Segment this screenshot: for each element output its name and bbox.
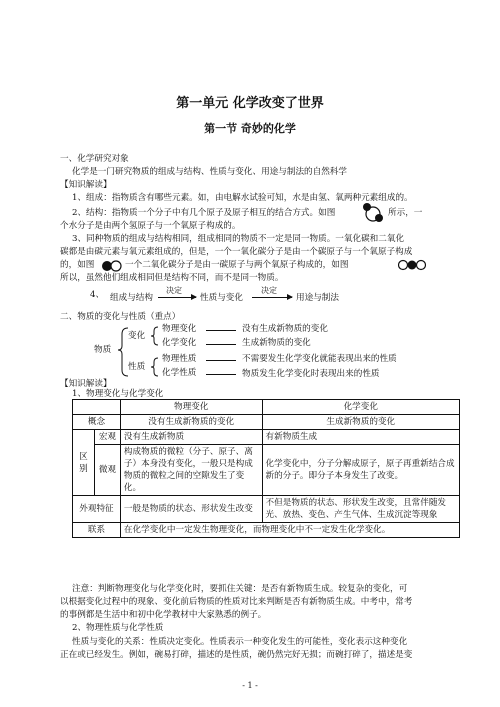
row-label-macro: 宏观	[94, 430, 120, 445]
tree-physical-property: 物理性质	[162, 354, 197, 364]
tree-physical-change-desc: 没有生成新物质的变化	[242, 324, 328, 334]
section-title: 第一节 奇妙的化学	[204, 122, 296, 135]
section1-heading: 一、化学研究对象	[60, 154, 129, 164]
table-row	[73, 445, 460, 496]
tree-property: 性质	[128, 362, 146, 372]
table-row	[73, 400, 460, 415]
tree-line-4	[206, 374, 236, 375]
para-structure-b: 所示，一	[388, 208, 423, 218]
page-number: - 1 -	[242, 681, 258, 690]
table-row	[73, 496, 460, 523]
flow-arrow-2	[252, 297, 292, 298]
subheading-properties: 2、物理性质与化学性质	[72, 623, 164, 633]
appearance-chemical: 不但是物质的状态、形状发生改变，且常伴随发光、放热、变色、产生气体、生成沉淀等现象	[262, 496, 459, 523]
para-same-composition-c: 的，如图	[60, 260, 95, 270]
co-molecule-icon	[101, 260, 123, 272]
tree-chemical-property-desc: 物质发生化学变化时表现出来的性质	[242, 369, 380, 379]
flow-composition: 组成与结构	[110, 293, 153, 303]
note-line-4: 性质与变化的关系：性质决定变化。性质表示一种变化发生的可能性，变化表示这种变化	[72, 637, 408, 647]
subheading-changes: 1、物理变化与化学变化	[72, 389, 164, 399]
tree-root: 物质	[94, 345, 112, 355]
tree-change: 变化	[128, 331, 146, 341]
row-label-relation: 联系	[73, 523, 121, 538]
appearance-physical: 一般是物质的状态、形状发生改变	[120, 496, 262, 523]
concept-chemical: 生成新物质的变化	[262, 415, 459, 430]
para-structure-c: 个水分子是由两个氢原子与一个氧原子构成的。	[60, 221, 241, 231]
unit-title: 第一单元 化学改变了世界	[176, 96, 324, 111]
note-line-1: 注意：判断物理变化与化学变化时，要抓住关键：是否有新物质生成。较复杂的变化，可	[72, 584, 408, 594]
flow-usage: 用途与制法	[296, 293, 339, 303]
tree-line-3	[206, 360, 236, 361]
row-label-difference: 区别	[73, 430, 95, 496]
chemistry-definition: 化学是一门研究物质的组成与结构、性质与变化、用途与制法的自然科学	[72, 167, 348, 177]
macro-physical: 没有生成新物质	[120, 430, 262, 445]
para-same-composition-d: 一个二氧化碳分子是由一碳原子与两个氧原子构成的，如图	[125, 260, 349, 270]
table-row	[73, 430, 460, 445]
macro-chemical: 有新物质生成	[262, 430, 459, 445]
micro-physical: 构成物质的微粒（分子、原子、离子）本身没有变化，一般只是构成物质的微粒之间的空隙发生了变化。	[120, 445, 262, 496]
row-label-appearance: 外观特征	[73, 496, 121, 523]
knowledge-tag-2: 【知识解读】	[60, 379, 112, 389]
para-structure-a: 2、结构：指物质一个分子中有几个原子及原子相互的结合方式。如图	[72, 208, 336, 218]
para-same-composition-a: 3、同种物质的组成与结构相同，组成相同的物质不一定是同一物质。一氧化碳和二氧化	[72, 234, 405, 244]
note-line-3: 的事例都是生活中和初中化学教材中大家熟悉的例子。	[60, 610, 267, 620]
para-same-composition-b: 碳都是由碳元素与氧元素组成的，但是，一个一氧化碳分子是由一个碳原子与一个氧原子构成	[60, 247, 413, 257]
tree-chemical-property: 化学性质	[162, 368, 197, 378]
change-comparison-table	[72, 399, 460, 538]
table-row	[73, 415, 460, 430]
note-line-5: 正在或已经发生。例如，碗易打碎，描述的是性质，碗仍然完好无损；而碗打碎了，描述是变	[60, 650, 413, 660]
table-row	[73, 523, 460, 538]
flow-property: 性质与变化	[200, 293, 243, 303]
row-label-micro: 微观	[94, 445, 120, 496]
micro-chemical: 化学变化中，分子分解成原子，原子再重新结合成新的分子。即分子本身发生了改变。	[262, 445, 459, 496]
row-label-concept: 概念	[73, 415, 121, 430]
tree-chemical-change: 化学变化	[162, 338, 197, 348]
flow-number: 4、	[90, 290, 105, 300]
para-composition: 1、组成：指物质含有哪些元素。如，由电解水试验可知，水是由氢、氧两种元素组成的。	[72, 193, 413, 203]
flow-decides-1: 决定	[166, 286, 182, 295]
header-physical: 物理变化	[120, 400, 262, 415]
tree-physical-change: 物理变化	[162, 324, 197, 334]
header-chemical: 化学变化	[262, 400, 459, 415]
tree-chemical-change-desc: 生成新物质的变化	[242, 338, 311, 348]
water-molecule-icon	[362, 202, 384, 222]
concept-physical: 没有生成新物质的变化	[120, 415, 262, 430]
flow-decides-2: 决定	[261, 286, 277, 295]
tree-line-2	[206, 344, 236, 345]
co2-molecule-icon	[398, 259, 426, 271]
note-line-2: 以根据变化过程中的现象、变化前后物质的性质对比来判断是否有新物质生成。中考中，常考	[60, 597, 413, 607]
tree-line-1	[206, 330, 236, 331]
relation-text: 在化学变化中一定发生物理变化，而物理变化中不一定发生化学变化。	[120, 523, 459, 538]
section2-heading: 二、物质的变化与性质（重点）	[60, 312, 181, 322]
para-same-composition-e: 所以，虽然他们组成相同但是结构不同，而不是同一物质。	[60, 273, 284, 283]
flow-arrow-1	[158, 297, 196, 298]
knowledge-tag-1: 【知识解读】	[60, 180, 112, 190]
tree-physical-property-desc: 不需要发生化学变化就能表现出来的性质	[242, 354, 397, 364]
